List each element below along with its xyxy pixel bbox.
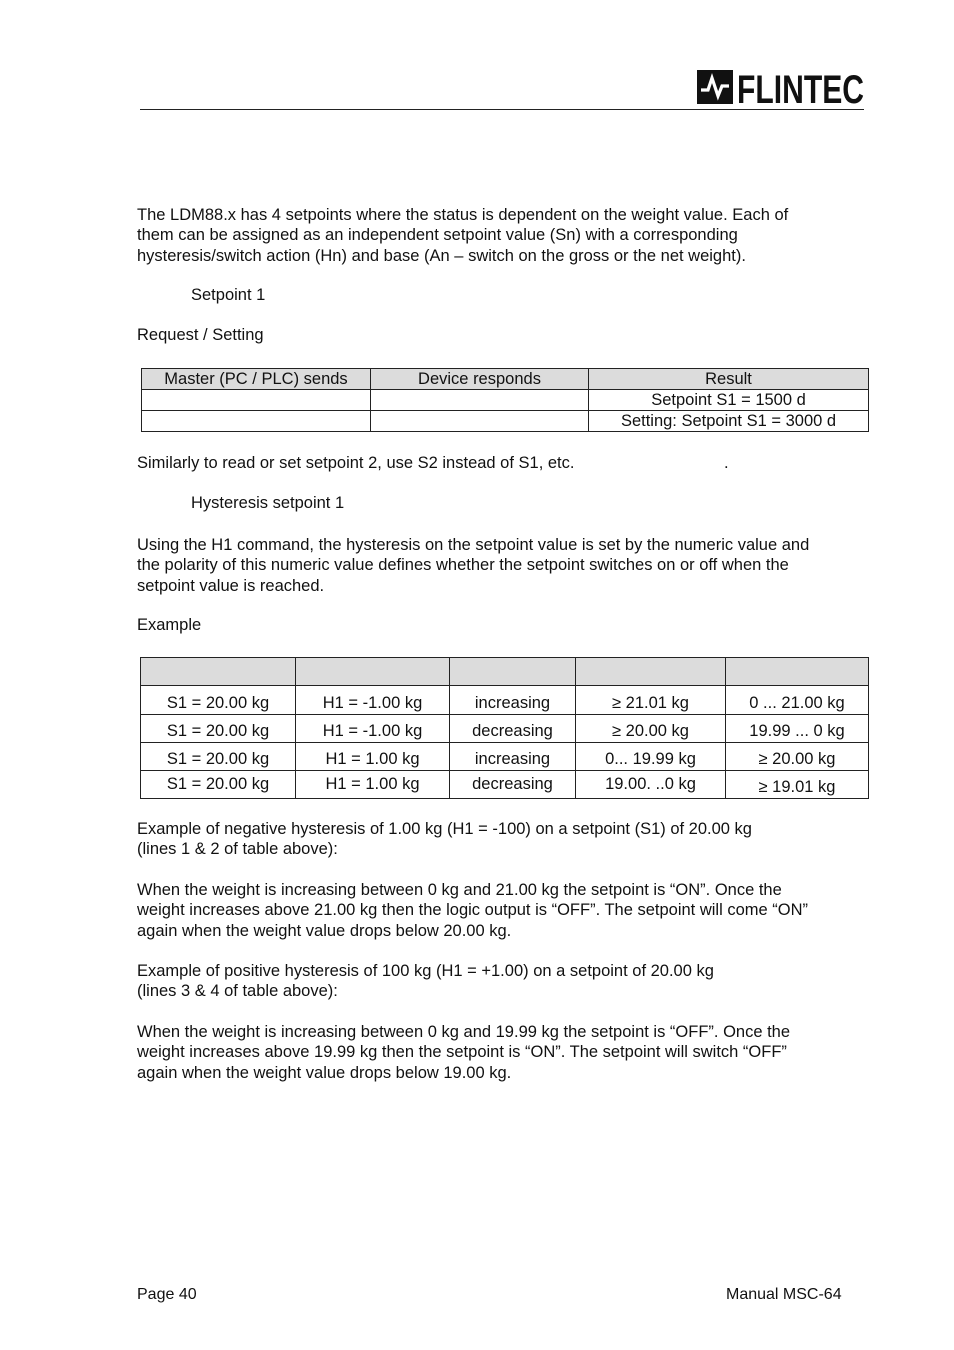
svg-text:FLINTEC: FLINTEC (737, 68, 864, 112)
table-row: S1 = 20.00 kg H1 = 1.00 kg increasing 0... 19.99 kg ≥ 20.00 kg (141, 743, 869, 771)
page-number: Page 40 (137, 1286, 197, 1303)
header-cell: Master (PC / PLC) sends (142, 369, 371, 390)
setpoint-table (141, 368, 869, 432)
flintec-logo (697, 68, 865, 112)
header-rule (140, 109, 864, 110)
table-header-row (142, 369, 869, 390)
setpoint1-heading: Setpoint 1 (191, 286, 266, 304)
hysteresis-paragraph: Using the H1 command, the hysteresis on the setpoint value is set by the numeric value and the polarity of this numeric value defines whether the setpoint switches on or off when the setpoint value is reached. (137, 536, 810, 595)
table-row: S1 = 20.00 kg H1 = -1.00 kg decreasing ≥ 20.00 kg 19.99 ... 0 kg (141, 715, 869, 743)
example-label: Example (137, 616, 202, 634)
setpoint2-note-tail: . (724, 454, 729, 472)
table-row: Setpoint S1 = 1500 d (142, 390, 869, 411)
manual-name: Manual MSC-64 (726, 1286, 842, 1303)
request-setting-label: Request / Setting (137, 326, 264, 344)
header-cell (726, 658, 869, 686)
table-row: S1 = 20.00 kg H1 = -1.00 kg increasing ≥ 21.01 kg 0 ... 21.00 kg (141, 686, 869, 715)
negative-example-body: When the weight is increasing between 0 kg and 21.00 kg the setpoint is “ON”. Once the weight increases above 21.00 kg then the logic output is “OFF”. The setpoint will come “ON” again when the weight value drops below 20.00 kg. (137, 881, 809, 940)
header-cell: Result (589, 369, 869, 390)
intro-paragraph: The LDM88.x has 4 setpoints where the status is dependent on the weight value. Each of them can be assigned as an independent setpoint value (Sn) with a corresponding hysteresis/switch action (Hn) and base (An – switch on the gross or the net weight). (137, 206, 789, 265)
header-cell: Device responds (371, 369, 589, 390)
negative-example-intro: Example of negative hysteresis of 1.00 kg (H1 = -100) on a setpoint (S1) of 20.00 kg (lines 1 & 2 of table above): (137, 820, 752, 859)
positive-example-body: When the weight is increasing between 0 kg and 19.99 kg the setpoint is “OFF”. Once the weight increases above 19.99 kg then the setpoint is “ON”. The setpoint will switch “OFF” again when the weight value drops below 19.00 kg. (137, 1023, 791, 1082)
positive-example-intro: Example of positive hysteresis of 100 kg (H1 = +1.00) on a setpoint of 20.00 kg (lines 3 & 4 of table above): (137, 962, 714, 1001)
header-cell (141, 658, 296, 686)
header-cell (576, 658, 726, 686)
hysteresis-heading: Hysteresis setpoint 1 (191, 494, 345, 512)
table-row: Setting: Setpoint S1 = 3000 d (142, 411, 869, 432)
table-header-row (141, 658, 869, 686)
hysteresis-table (140, 657, 869, 799)
table-row: S1 = 20.00 kg H1 = 1.00 kg decreasing 19.00. ..0 kg ≥ 19.01 kg (141, 771, 869, 799)
header-cell (450, 658, 576, 686)
setpoint2-note: Similarly to read or set setpoint 2, use S2 instead of S1, etc. (137, 454, 575, 472)
header-cell (296, 658, 450, 686)
